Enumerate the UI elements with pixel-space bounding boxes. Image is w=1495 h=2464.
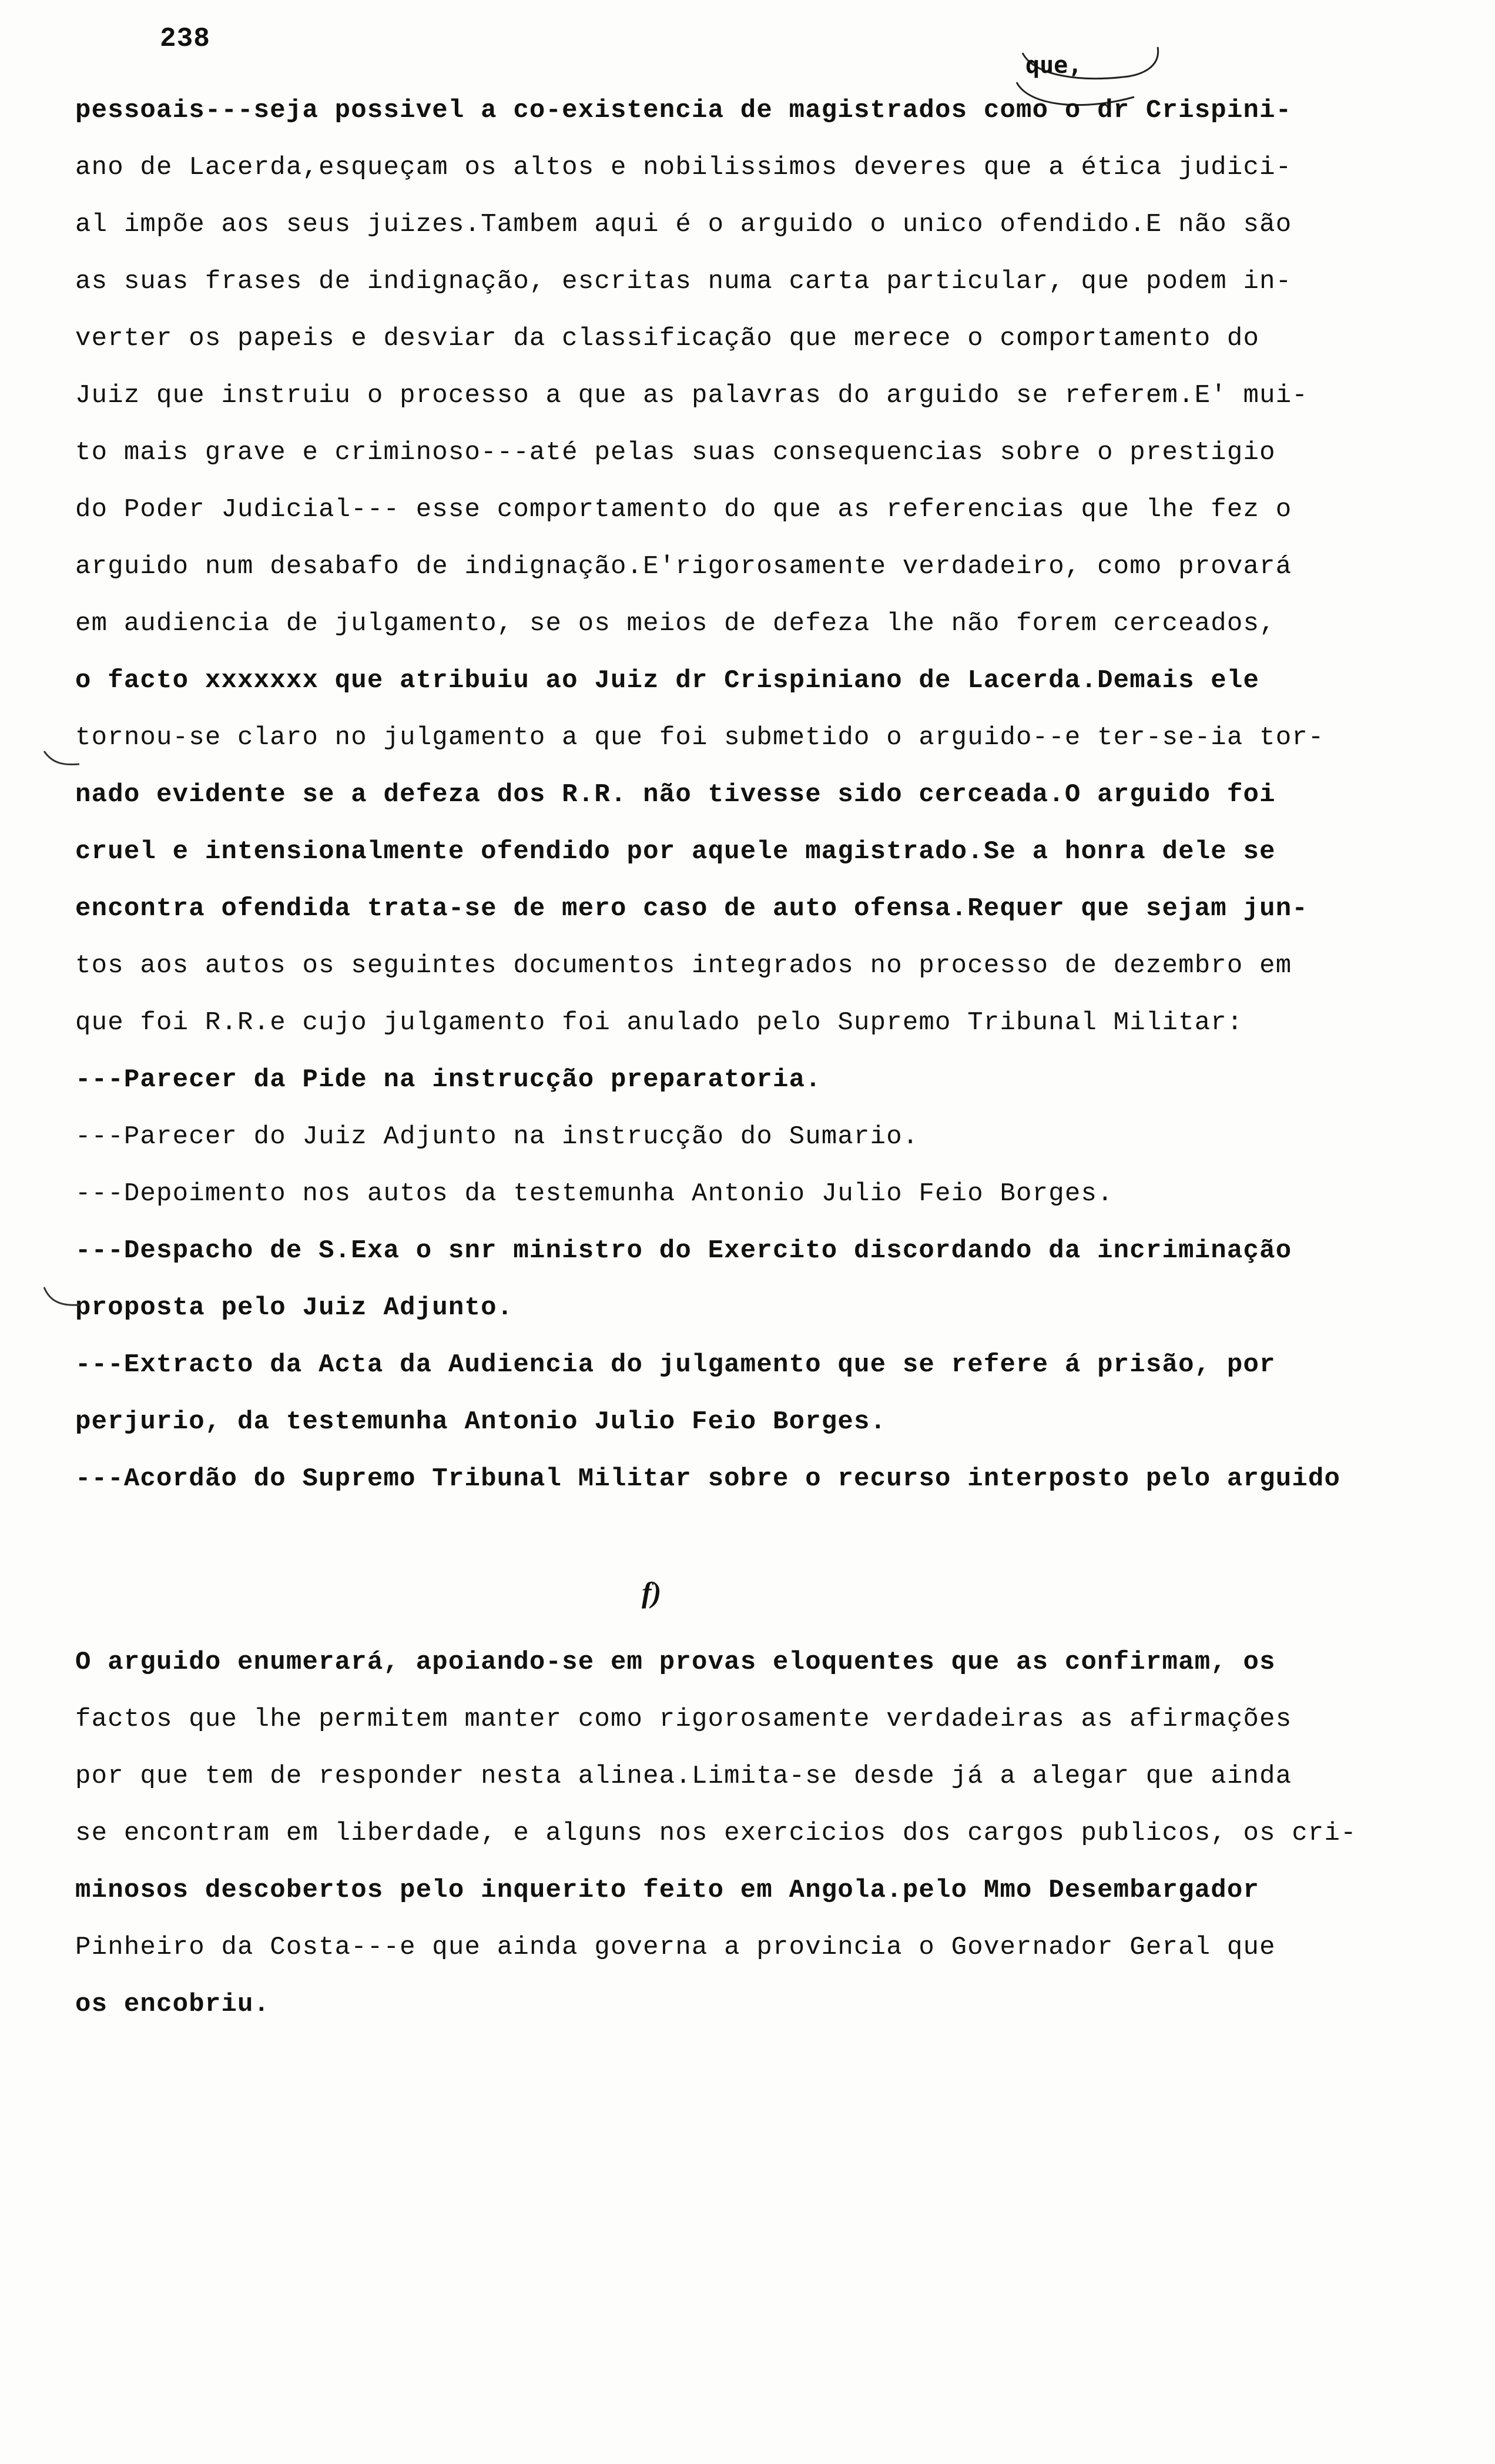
text-line: ---Despacho de S.Exa o snr ministro do Exercito discordando da incriminação [75, 1236, 1292, 1266]
text-line: por que tem de responder nesta alinea.Limita-se desde já a alegar que ainda [75, 1762, 1292, 1791]
margin-pencil-mark [41, 746, 82, 770]
paragraph-2 [75, 1634, 1444, 2033]
text-line: ---Parecer da Pide na instrucção preparatoria. [75, 1065, 822, 1094]
text-line: que foi R.R.e cujo julgamento foi anulado pelo Supremo Tribunal Militar: [75, 1008, 1243, 1037]
text-line: O arguido enumerará, apoiando-se em provas eloquentes que as confirmam, os [75, 1648, 1276, 1677]
text-line: cruel e intensionalmente ofendido por aquele magistrado.Se a honra dele se [75, 837, 1276, 866]
text-line: em audiencia de julgamento, se os meios de defeza lhe não forem cerceados, [75, 609, 1276, 638]
paragraph-1 [75, 82, 1444, 1508]
handwritten-insert: que, [1025, 52, 1082, 79]
text-line: tornou-se claro no julgamento a que foi submetido o arguido--e ter-se-ia tor- [75, 723, 1325, 752]
text-line: ---Extracto da Acta da Audiencia do julgamento que se refere á prisão, por [75, 1350, 1276, 1380]
text-line: perjurio, da testemunha Antonio Julio Feio Borges. [75, 1407, 887, 1437]
text-line: factos que lhe permitem manter como rigorosamente verdadeiras as afirmações [75, 1705, 1292, 1734]
text-line: to mais grave e criminoso---até pelas suas consequencias sobre o prestigio [75, 438, 1276, 467]
text-line: Juiz que instruiu o processo a que as palavras do arguido se referem.E' mui- [75, 381, 1308, 410]
text-line: se encontram em liberdade, e alguns nos exercicios dos cargos publicos, os cri- [75, 1819, 1357, 1848]
text-line: os encobriu. [75, 1990, 270, 2019]
page-number: 238 [160, 24, 210, 54]
text-line: tos aos autos os seguintes documentos integrados no processo de dezembro em [75, 951, 1292, 980]
text-line: proposta pelo Juiz Adjunto. [75, 1293, 514, 1323]
text-line: arguido num desabafo de indignação.E'rigorosamente verdadeiro, como provará [75, 552, 1292, 581]
text-line: nado evidente se a defeza dos R.R. não tivesse sido cerceada.O arguido foi [75, 780, 1276, 809]
margin-pencil-mark [41, 1281, 82, 1311]
text-line: ano de Lacerda,esqueçam os altos e nobilissimos deveres que a ética judici- [75, 153, 1292, 182]
text-line: do Poder Judicial--- esse comportamento do que as referencias que lhe fez o [75, 495, 1292, 524]
text-line: minosos descobertos pelo inquerito feito em Angola.pelo Mmo Desembargador [75, 1876, 1260, 1905]
text-line: o facto xxxxxxx que atribuiu ao Juiz dr Crispiniano de Lacerda.Demais ele [75, 666, 1260, 695]
text-line: as suas frases de indignação, escritas numa carta particular, que podem in- [75, 267, 1292, 296]
text-line: verter os papeis e desviar da classificação que merece o comportamento do [75, 324, 1260, 353]
text-line: ---Parecer do Juiz Adjunto na instrucção do Sumario. [75, 1122, 919, 1151]
text-line: pessoais---seja possivel a co-existencia de magistrados como o dr Crispini- [75, 96, 1292, 125]
text-line: ---Depoimento nos autos da testemunha Antonio Julio Feio Borges. [75, 1179, 1114, 1208]
text-line: encontra ofendida trata-se de mero caso de auto ofensa.Requer que sejam jun- [75, 894, 1308, 923]
text-line: al impõe aos seus juizes.Tambem aqui é o arguido o unico ofendido.E não são [75, 210, 1292, 239]
section-letter: f) [642, 1576, 662, 1609]
text-line: Pinheiro da Costa---e que ainda governa a provincia o Governador Geral que [75, 1933, 1276, 1962]
text-line: ---Acordão do Supremo Tribunal Militar sobre o recurso interposto pelo arguido [75, 1464, 1341, 1494]
